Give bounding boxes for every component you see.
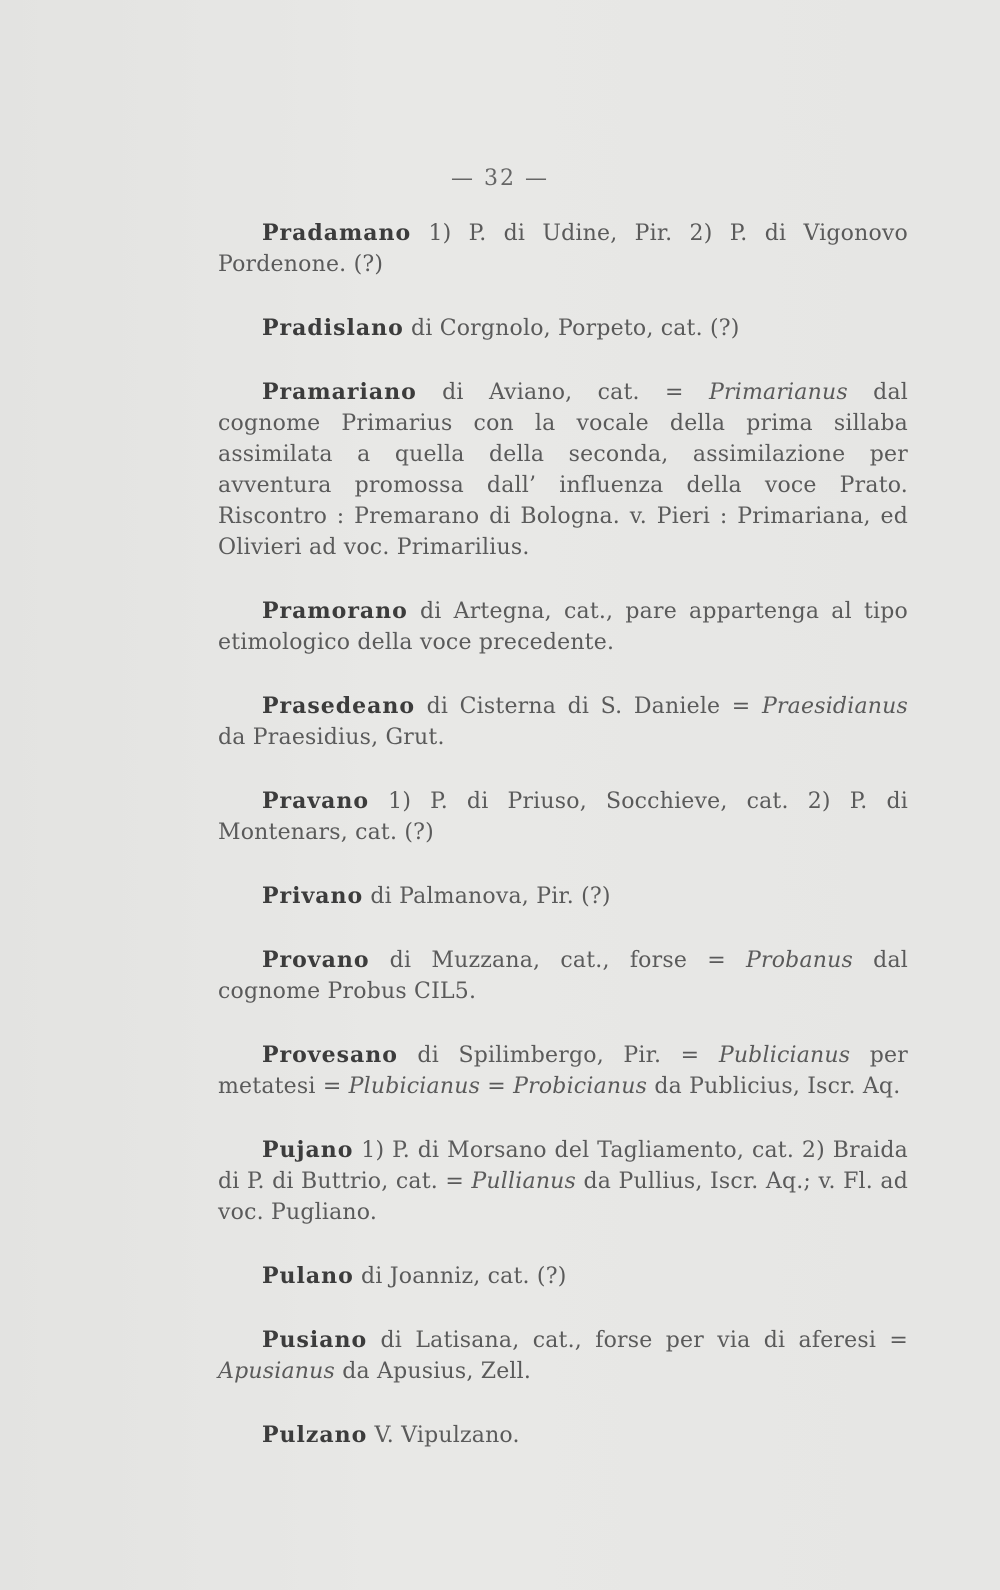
entry-text: da Apusius, Zell. — [335, 1359, 532, 1384]
entry-headword: Privano — [262, 883, 364, 909]
entry-text: di Artegna, cat., pare appartenga al tipo etimologico della voce precedente. — [218, 599, 908, 655]
entry-text: da Publicius, Iscr. Aq. — [647, 1074, 901, 1099]
entry-text: dal cognome Probus CIL5. — [218, 948, 908, 1004]
entry-text: di Cisterna di S. Daniele = — [415, 694, 762, 719]
entry-text: di Palmanova, Pir. (?) — [363, 884, 611, 909]
entry-headword: Pramorano — [262, 598, 408, 624]
entry-headword: Provesano — [262, 1042, 398, 1068]
entry-headword: Pulano — [262, 1263, 354, 1289]
entry-provesano — [218, 1040, 908, 1102]
entry-headword: Pradamano — [262, 220, 412, 246]
entry-pradislano — [218, 313, 908, 344]
entry-pujano — [218, 1135, 908, 1228]
entry-text: = — [480, 1074, 514, 1099]
entry-text: 1) P. di Priuso, Socchieve, cat. 2) P. di Montenars, cat. (?) — [218, 789, 908, 845]
entry-pramorano — [218, 596, 908, 658]
entry-text: di Aviano, cat. = — [416, 380, 709, 405]
entry-text: di Joanniz, cat. (?) — [353, 1264, 567, 1289]
entry-pramariano — [218, 377, 908, 563]
entry-text: per metatesi = — [218, 1043, 908, 1099]
entry-text: di Spilimbergo, Pir. = — [397, 1043, 719, 1068]
entry-prasedeano — [218, 691, 908, 753]
entry-text: di Muzzana, cat., forse = — [369, 948, 746, 973]
entry-pulzano — [218, 1420, 908, 1451]
entry-latin-form: Probanus — [746, 948, 853, 973]
page-number: — 32 — — [451, 166, 549, 191]
entry-text: da Pullius, Iscr. Aq.; v. Fl. ad voc. Pugliano. — [218, 1169, 908, 1225]
entry-headword: Pujano — [262, 1137, 354, 1163]
entry-headword: Provano — [262, 947, 370, 973]
entry-pravano — [218, 786, 908, 848]
entry-pradamano — [218, 218, 908, 280]
entry-text: di Corgnolo, Porpeto, cat. (?) — [403, 316, 740, 341]
entry-text: da Praesidius, Grut. — [218, 725, 445, 750]
entry-latin-form: Primarianus — [709, 380, 848, 405]
entry-provano — [218, 945, 908, 1007]
entry-latin-form: Apusianus — [218, 1359, 336, 1384]
entry-latin-form: Probicianus — [513, 1074, 648, 1099]
entry-headword: Pusiano — [262, 1327, 368, 1353]
entry-privano — [218, 881, 908, 912]
entry-headword: Pradislano — [262, 315, 404, 341]
entry-latin-form: Plubicianus — [348, 1074, 481, 1099]
entry-text: dal cognome Primarius con la vocale della prima sillaba assimilata a quella della seconda, assimilazione per avventura promossa dall’ influenza della voce Prato. Riscontro : Premarano di Bologna. v. Pieri : Primariana, ed Olivieri ad voc. Primarilius. — [218, 380, 908, 560]
entry-pulano — [218, 1261, 908, 1292]
entry-text: V. Vipulzano. — [367, 1423, 520, 1448]
entry-text: di Latisana, cat., forse per via di aferesi = — [367, 1328, 908, 1353]
entry-headword: Pramariano — [262, 379, 417, 405]
entry-headword: Pulzano — [262, 1422, 368, 1448]
entry-latin-form: Praesidianus — [761, 694, 908, 719]
entry-text: 1) P. di Udine, Pir. 2) P. di Vigonovo Pordenone. (?) — [218, 221, 908, 277]
entry-text: 1) P. di Morsano del Tagliamento, cat. 2) Braida di P. di Buttrio, cat. = — [218, 1138, 908, 1194]
entry-pusiano — [218, 1325, 908, 1387]
entry-latin-form: Pullianus — [471, 1169, 577, 1194]
entry-headword: Prasedeano — [262, 693, 416, 719]
entry-headword: Pravano — [262, 788, 370, 814]
entry-latin-form: Publicianus — [718, 1043, 851, 1068]
entry-list — [218, 218, 908, 1484]
